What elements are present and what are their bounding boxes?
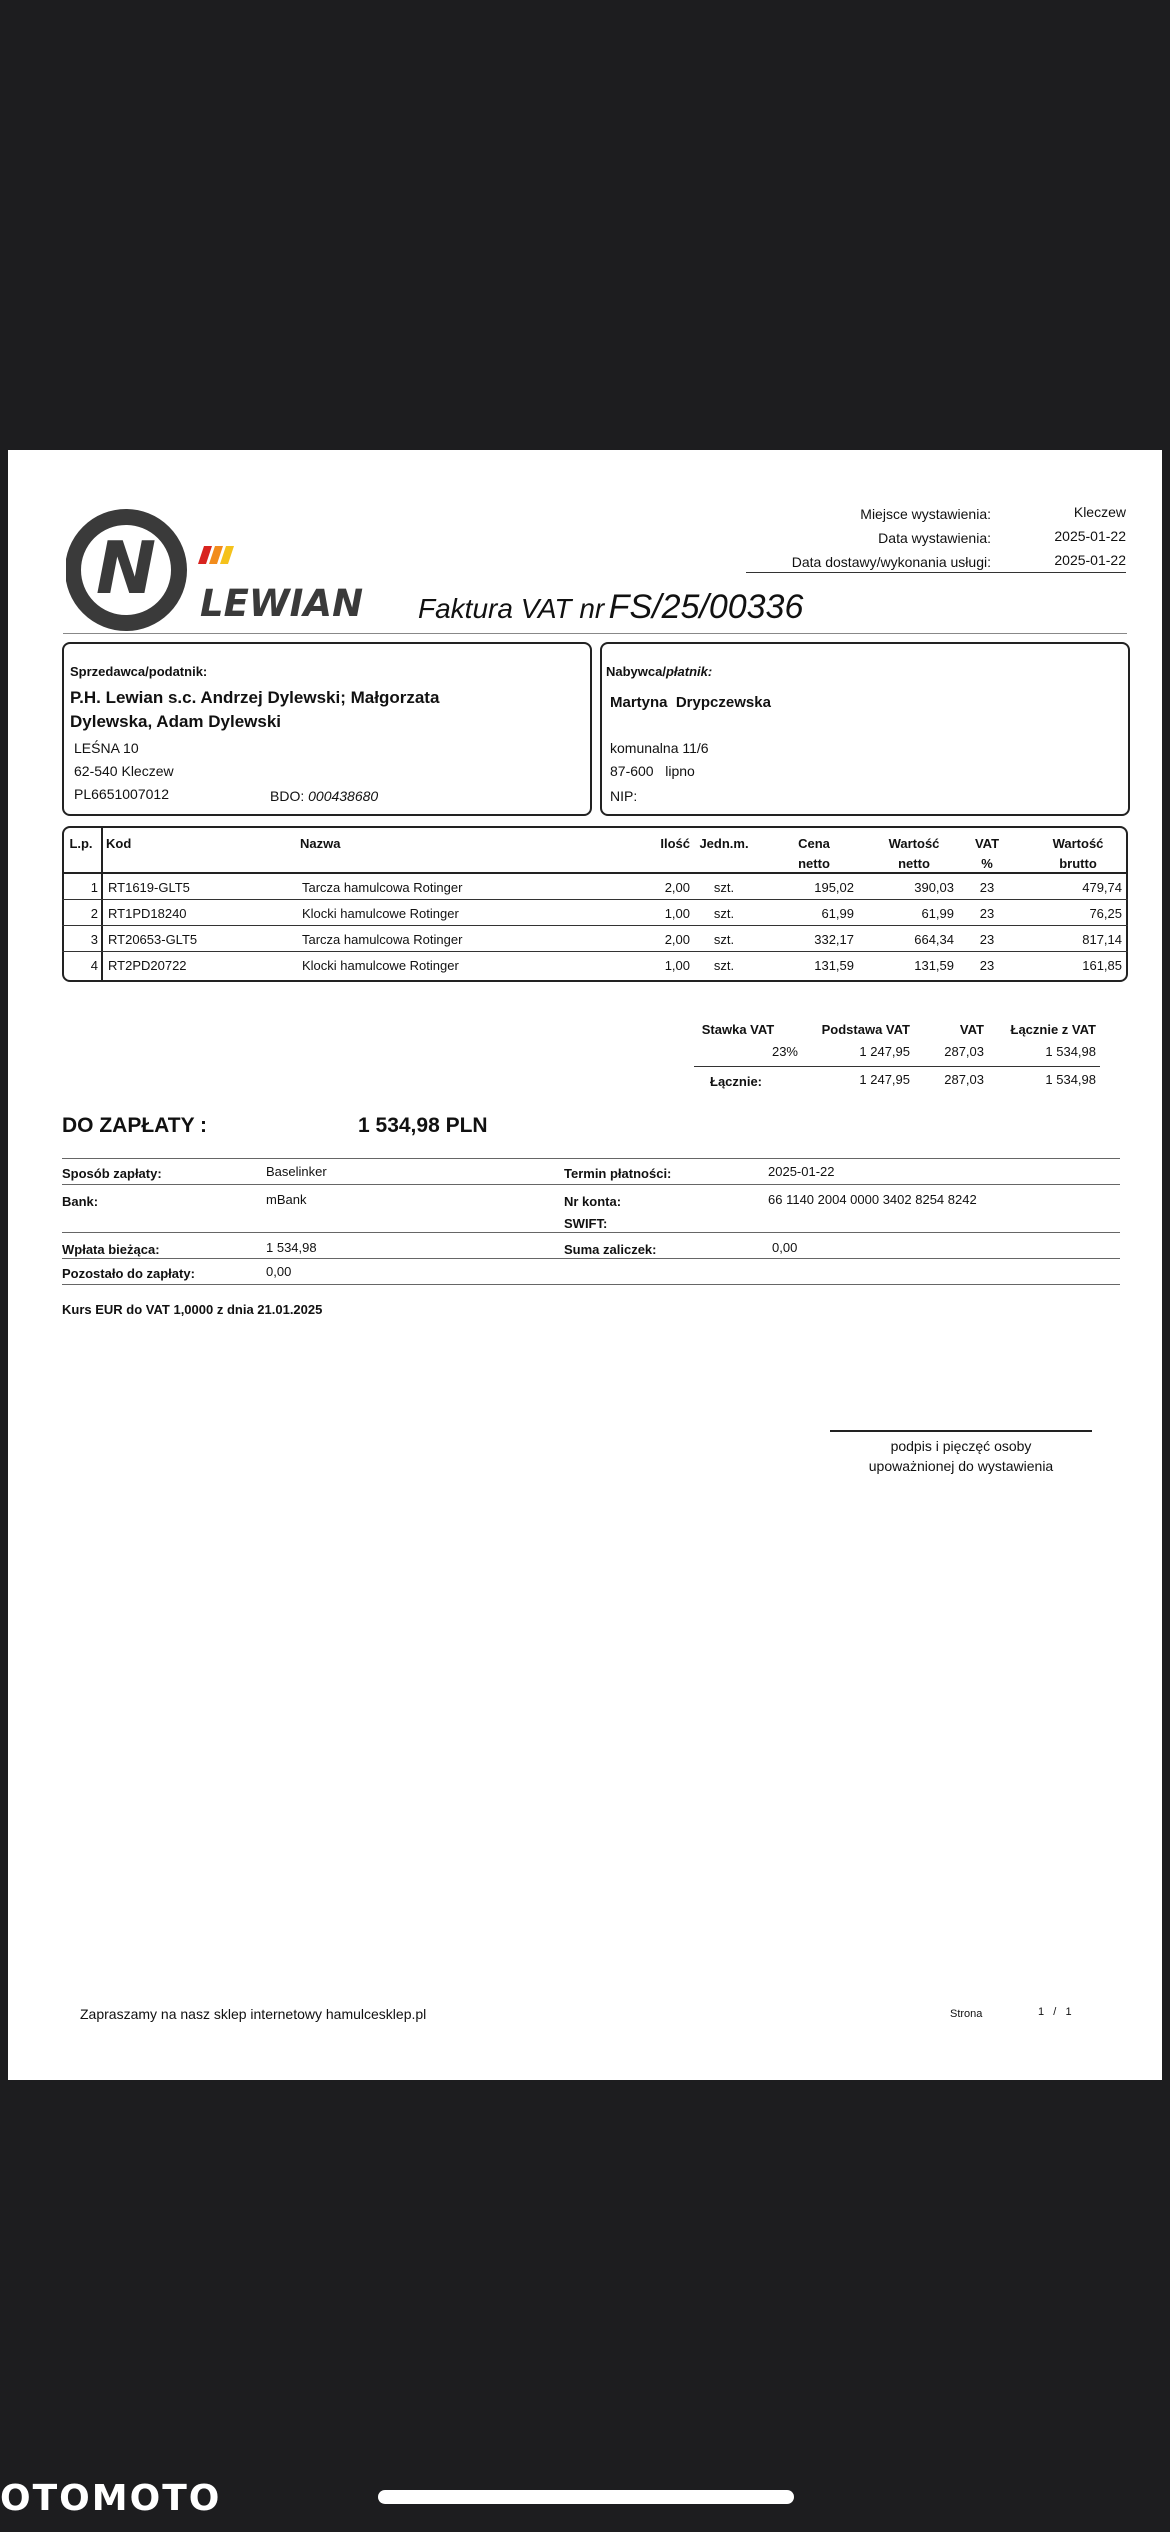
cell-cena: 131,59 (814, 958, 854, 973)
buyer-label-a: Nabywca/ (606, 664, 666, 679)
th-vat-2: % (981, 856, 993, 870)
payment-divider-4 (62, 1258, 1120, 1259)
otomoto-watermark: OTOMOTO (0, 2478, 222, 2519)
place-label: Miejsce wystawienia: (860, 506, 991, 522)
cell-nazwa: Tarcza hamulcowa Rotinger (302, 932, 463, 947)
seller-bdo-value: 000438680 (308, 788, 379, 804)
th-vat: VAT (974, 836, 1000, 851)
cell-kod: RT1PD18240 (108, 906, 187, 921)
vat-summary-rate-header: Stawka VAT (701, 1022, 775, 1037)
cell-lp: 3 (90, 932, 98, 947)
vat-summary-sum-vat: 287,03 (944, 1072, 984, 1087)
payment-term-label: Termin płatności: (564, 1166, 672, 1181)
buyer-label (606, 664, 712, 679)
amount-due-currency: PLN (445, 1114, 488, 1137)
vat-summary-divider (694, 1066, 1100, 1067)
payment-method-label: Sposób zapłaty: (62, 1166, 162, 1181)
th-jedn: Jedn.m. (699, 836, 749, 851)
cell-ilosc: 1,00 (664, 958, 690, 973)
cell-vat: 23 (979, 906, 995, 921)
logo-wordmark: LEWIAN (200, 582, 364, 625)
buyer-label-b: płatnik: (665, 664, 713, 679)
vat-summary-vat: 287,03 (944, 1044, 984, 1059)
vat-summary-rate: 23% (771, 1044, 798, 1059)
page-label: Strona (950, 2008, 983, 2020)
table-row (62, 952, 1128, 978)
cell-vat: 23 (979, 880, 995, 895)
cell-lp: 4 (90, 958, 98, 973)
issue-date-value: 2025-01-22 (1054, 528, 1126, 544)
remaining-value: 0,00 (266, 1264, 292, 1279)
th-wartosc-brutto: Wartość (1052, 836, 1104, 851)
cell-kod: RT2PD20722 (108, 958, 187, 973)
seller-city: 62-540 Kleczew (74, 763, 174, 779)
table-row (62, 900, 1128, 926)
buyer-street: komunalna 11/6 (610, 740, 709, 756)
th-wartosc-brutto-2: brutto (1059, 856, 1097, 870)
table-row (62, 926, 1128, 952)
title-divider (63, 633, 1127, 634)
cell-netto: 664,34 (914, 932, 954, 947)
seller-bdo (270, 788, 378, 804)
cell-jedn: szt. (713, 932, 735, 947)
vat-summary-base-header: Podstawa VAT (821, 1022, 910, 1037)
logo-stripe-orange (209, 546, 223, 564)
th-lp: L.p. (69, 836, 93, 851)
buyer-name: Martyna Drypczewska (610, 694, 771, 711)
th-cena-2: netto (798, 856, 830, 870)
swift-label: SWIFT: (564, 1216, 608, 1231)
th-kod: Kod (106, 836, 132, 851)
invoice-document (8, 450, 1162, 2080)
paid-value: 1 534,98 (266, 1240, 317, 1255)
vat-summary-vat-header: VAT (959, 1022, 984, 1037)
cell-brutto: 817,14 (1082, 932, 1122, 947)
footer-text: Zapraszamy na nasz sklep internetowy hamulcesklep.pl (80, 2006, 427, 2022)
paid-label: Wpłata bieżąca: (62, 1242, 160, 1257)
seller-bdo-label: BDO: (270, 788, 305, 804)
seller-name-line2: Dylewska, Adam Dylewski (70, 712, 282, 731)
cell-vat: 23 (979, 932, 995, 947)
vat-summary-sum-base: 1 247,95 (859, 1072, 910, 1087)
account-value: 66 1140 2004 0000 3402 8254 8242 (768, 1192, 977, 1207)
seller-street: LEŚNA 10 (74, 740, 139, 756)
cell-kod: RT1619-GLT5 (108, 880, 190, 895)
cell-vat: 23 (979, 958, 995, 973)
bank-label: Bank: (62, 1194, 99, 1209)
vat-summary-base: 1 247,95 (859, 1044, 910, 1059)
buyer-city: 87-600 lipno (610, 763, 695, 779)
seller-nip: PL6651007012 (74, 786, 169, 802)
cell-jedn: szt. (713, 958, 735, 973)
account-label: Nr konta: (564, 1194, 622, 1209)
cell-nazwa: Klocki hamulcowe Rotinger (302, 906, 459, 921)
cell-nazwa: Klocki hamulcowe Rotinger (302, 958, 459, 973)
seller-name-line1: P.H. Lewian s.c. Andrzej Dylewski; Małgorzata (70, 688, 440, 707)
issue-date-label: Data wystawienia: (878, 530, 991, 546)
items-header (62, 836, 1128, 870)
cell-jedn: szt. (713, 880, 735, 895)
cell-ilosc: 2,00 (664, 880, 690, 895)
cell-lp: 2 (90, 906, 98, 921)
cell-brutto: 161,85 (1082, 958, 1122, 973)
delivery-date-label: Data dostawy/wykonania usługi: (791, 554, 991, 570)
exchange-note: Kurs EUR do VAT 1,0000 z dnia 21.01.2025 (62, 1302, 323, 1317)
bank-value: mBank (266, 1192, 307, 1207)
payment-divider-3 (62, 1232, 1120, 1233)
payment-divider-1 (62, 1158, 1120, 1159)
signature-line (830, 1430, 1092, 1432)
vat-summary-sum-label: Łącznie: (710, 1074, 763, 1089)
payment-divider-5 (62, 1284, 1120, 1285)
amount-due-label: DO ZAPŁATY : (62, 1114, 208, 1137)
invoice-title-prefix: Faktura VAT nr (418, 593, 605, 624)
vat-summary-total-header: Łącznie z VAT (1010, 1022, 1096, 1037)
advance-value: 0,00 (772, 1240, 798, 1255)
invoice-number: FS/25/00336 (608, 588, 804, 626)
payment-divider-2 (62, 1184, 1120, 1185)
cell-brutto: 76,25 (1089, 906, 1122, 921)
cell-cena: 195,02 (814, 880, 854, 895)
home-indicator[interactable] (378, 2490, 794, 2504)
amount-due-value: 1 534,98 (358, 1114, 440, 1137)
cell-ilosc: 2,00 (664, 932, 690, 947)
signature-caption-2: upoważnionej do wystawienia (868, 1458, 1054, 1474)
th-cena: Cena (798, 836, 830, 851)
th-ilosc: Ilość (660, 836, 690, 851)
payment-method-value: Baselinker (266, 1164, 327, 1179)
amount-due (358, 1114, 488, 1138)
advance-label: Suma zaliczek: (564, 1242, 657, 1257)
vat-summary-sum-total: 1 534,98 (1045, 1072, 1096, 1087)
buyer-nip-label: NIP: (610, 788, 638, 804)
cell-brutto: 479,74 (1082, 880, 1122, 895)
th-wartosc-netto-2: netto (898, 856, 930, 870)
th-wartosc-netto: Wartość (888, 836, 940, 851)
cell-netto: 61,99 (921, 906, 954, 921)
cell-lp: 1 (90, 880, 98, 895)
seller-label: Sprzedawca/podatnik: (70, 664, 208, 679)
delivery-date-value: 2025-01-22 (1054, 552, 1126, 568)
lewian-logo (66, 508, 376, 634)
th-nazwa: Nazwa (300, 836, 341, 851)
remaining-label: Pozostało do zapłaty: (62, 1266, 195, 1281)
place-value: Kleczew (1073, 504, 1126, 520)
lewian-logo-mark-icon (66, 508, 376, 634)
cell-jedn: szt. (713, 906, 735, 921)
page-number: 1 / 1 (1038, 2006, 1072, 2018)
payment-term-value: 2025-01-22 (768, 1164, 835, 1179)
cell-nazwa: Tarcza hamulcowa Rotinger (302, 880, 463, 895)
table-row (62, 874, 1128, 900)
cell-cena: 332,17 (814, 932, 854, 947)
cell-cena: 61,99 (821, 906, 854, 921)
meta-divider (746, 572, 1126, 573)
vat-summary-total: 1 534,98 (1045, 1044, 1096, 1059)
logo-stripe-red (198, 546, 212, 564)
logo-stripe-yellow (220, 546, 234, 564)
signature-caption-1: podpis i pięczęć osoby (890, 1438, 1032, 1454)
invoice-title (418, 588, 803, 627)
cell-ilosc: 1,00 (664, 906, 690, 921)
logo-letter: N (95, 526, 157, 610)
cell-kod: RT20653-GLT5 (108, 932, 198, 947)
cell-netto: 131,59 (914, 958, 954, 973)
cell-netto: 390,03 (914, 880, 954, 895)
